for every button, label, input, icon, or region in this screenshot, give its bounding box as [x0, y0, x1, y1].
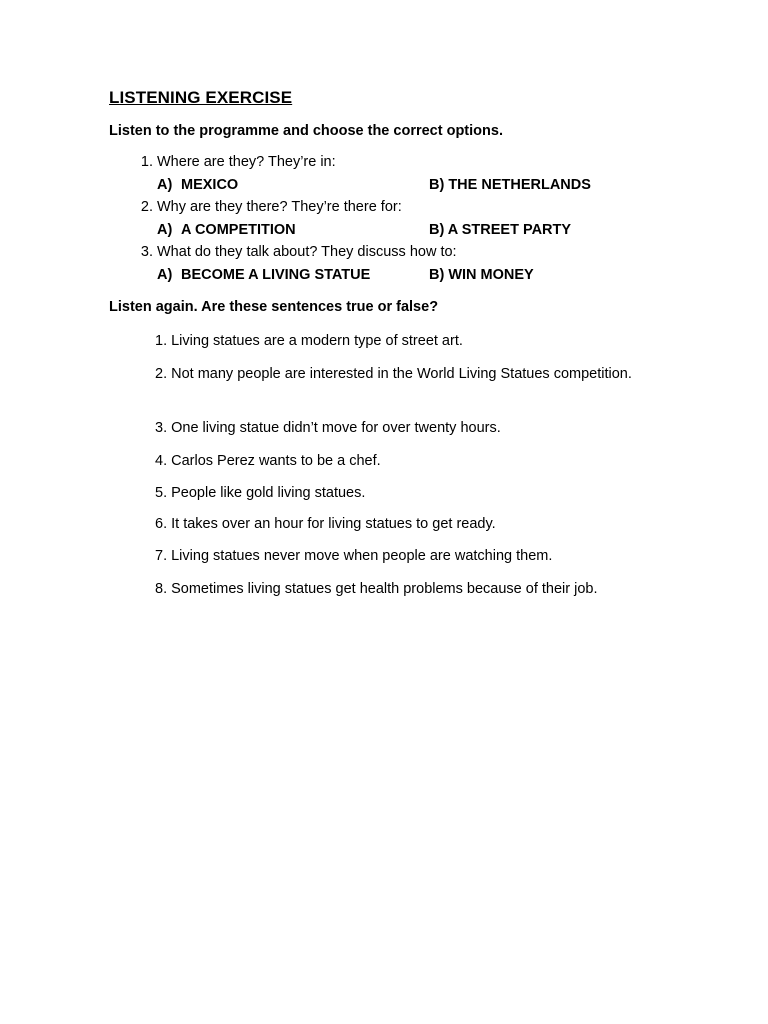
question-2-option-b: B) A STREET PARTY — [429, 222, 572, 238]
option-text: A COMPETITION — [181, 222, 296, 238]
instruction-true-false: Listen again. Are these sentences true or false? — [109, 299, 439, 315]
option-text: MEXICO — [181, 177, 239, 193]
option-text: BECOME A LIVING STATUE — [181, 267, 371, 283]
question-text: What do they talk about? They discuss how to: — [157, 244, 457, 260]
question-3-option-b: B) WIN MONEY — [429, 267, 534, 283]
statement-7: 7. Living statues never move when people are watching them. — [155, 548, 553, 564]
question-1-option-b: B) THE NETHERLANDS — [429, 177, 591, 193]
option-letter: A) — [157, 267, 173, 283]
question-number: 2. — [140, 199, 153, 215]
statement-3: 3. One living statue didn’t move for over twenty hours. — [155, 420, 501, 436]
statement-5: 5. People like gold living statues. — [155, 485, 366, 501]
statement-2: 2. Not many people are interested in the World Living Statues competition. — [155, 366, 632, 382]
statement-6: 6. It takes over an hour for living statues to get ready. — [155, 516, 496, 532]
statement-4: 4. Carlos Perez wants to be a chef. — [155, 453, 381, 469]
question-text: Where are they? They’re in: — [157, 154, 336, 170]
page-title: LISTENING EXERCISE — [109, 88, 293, 107]
option-letter: A) — [157, 177, 173, 193]
option-letter: A) — [157, 222, 173, 238]
question-number: 3. — [140, 244, 153, 260]
instruction-choose-options: Listen to the programme and choose the correct options. — [109, 123, 503, 139]
question-number: 1. — [140, 154, 153, 170]
statement-8: 8. Sometimes living statues get health problems because of their job. — [155, 581, 598, 597]
question-text: Why are they there? They’re there for: — [157, 199, 402, 215]
statement-1: 1. Living statues are a modern type of street art. — [155, 333, 463, 349]
